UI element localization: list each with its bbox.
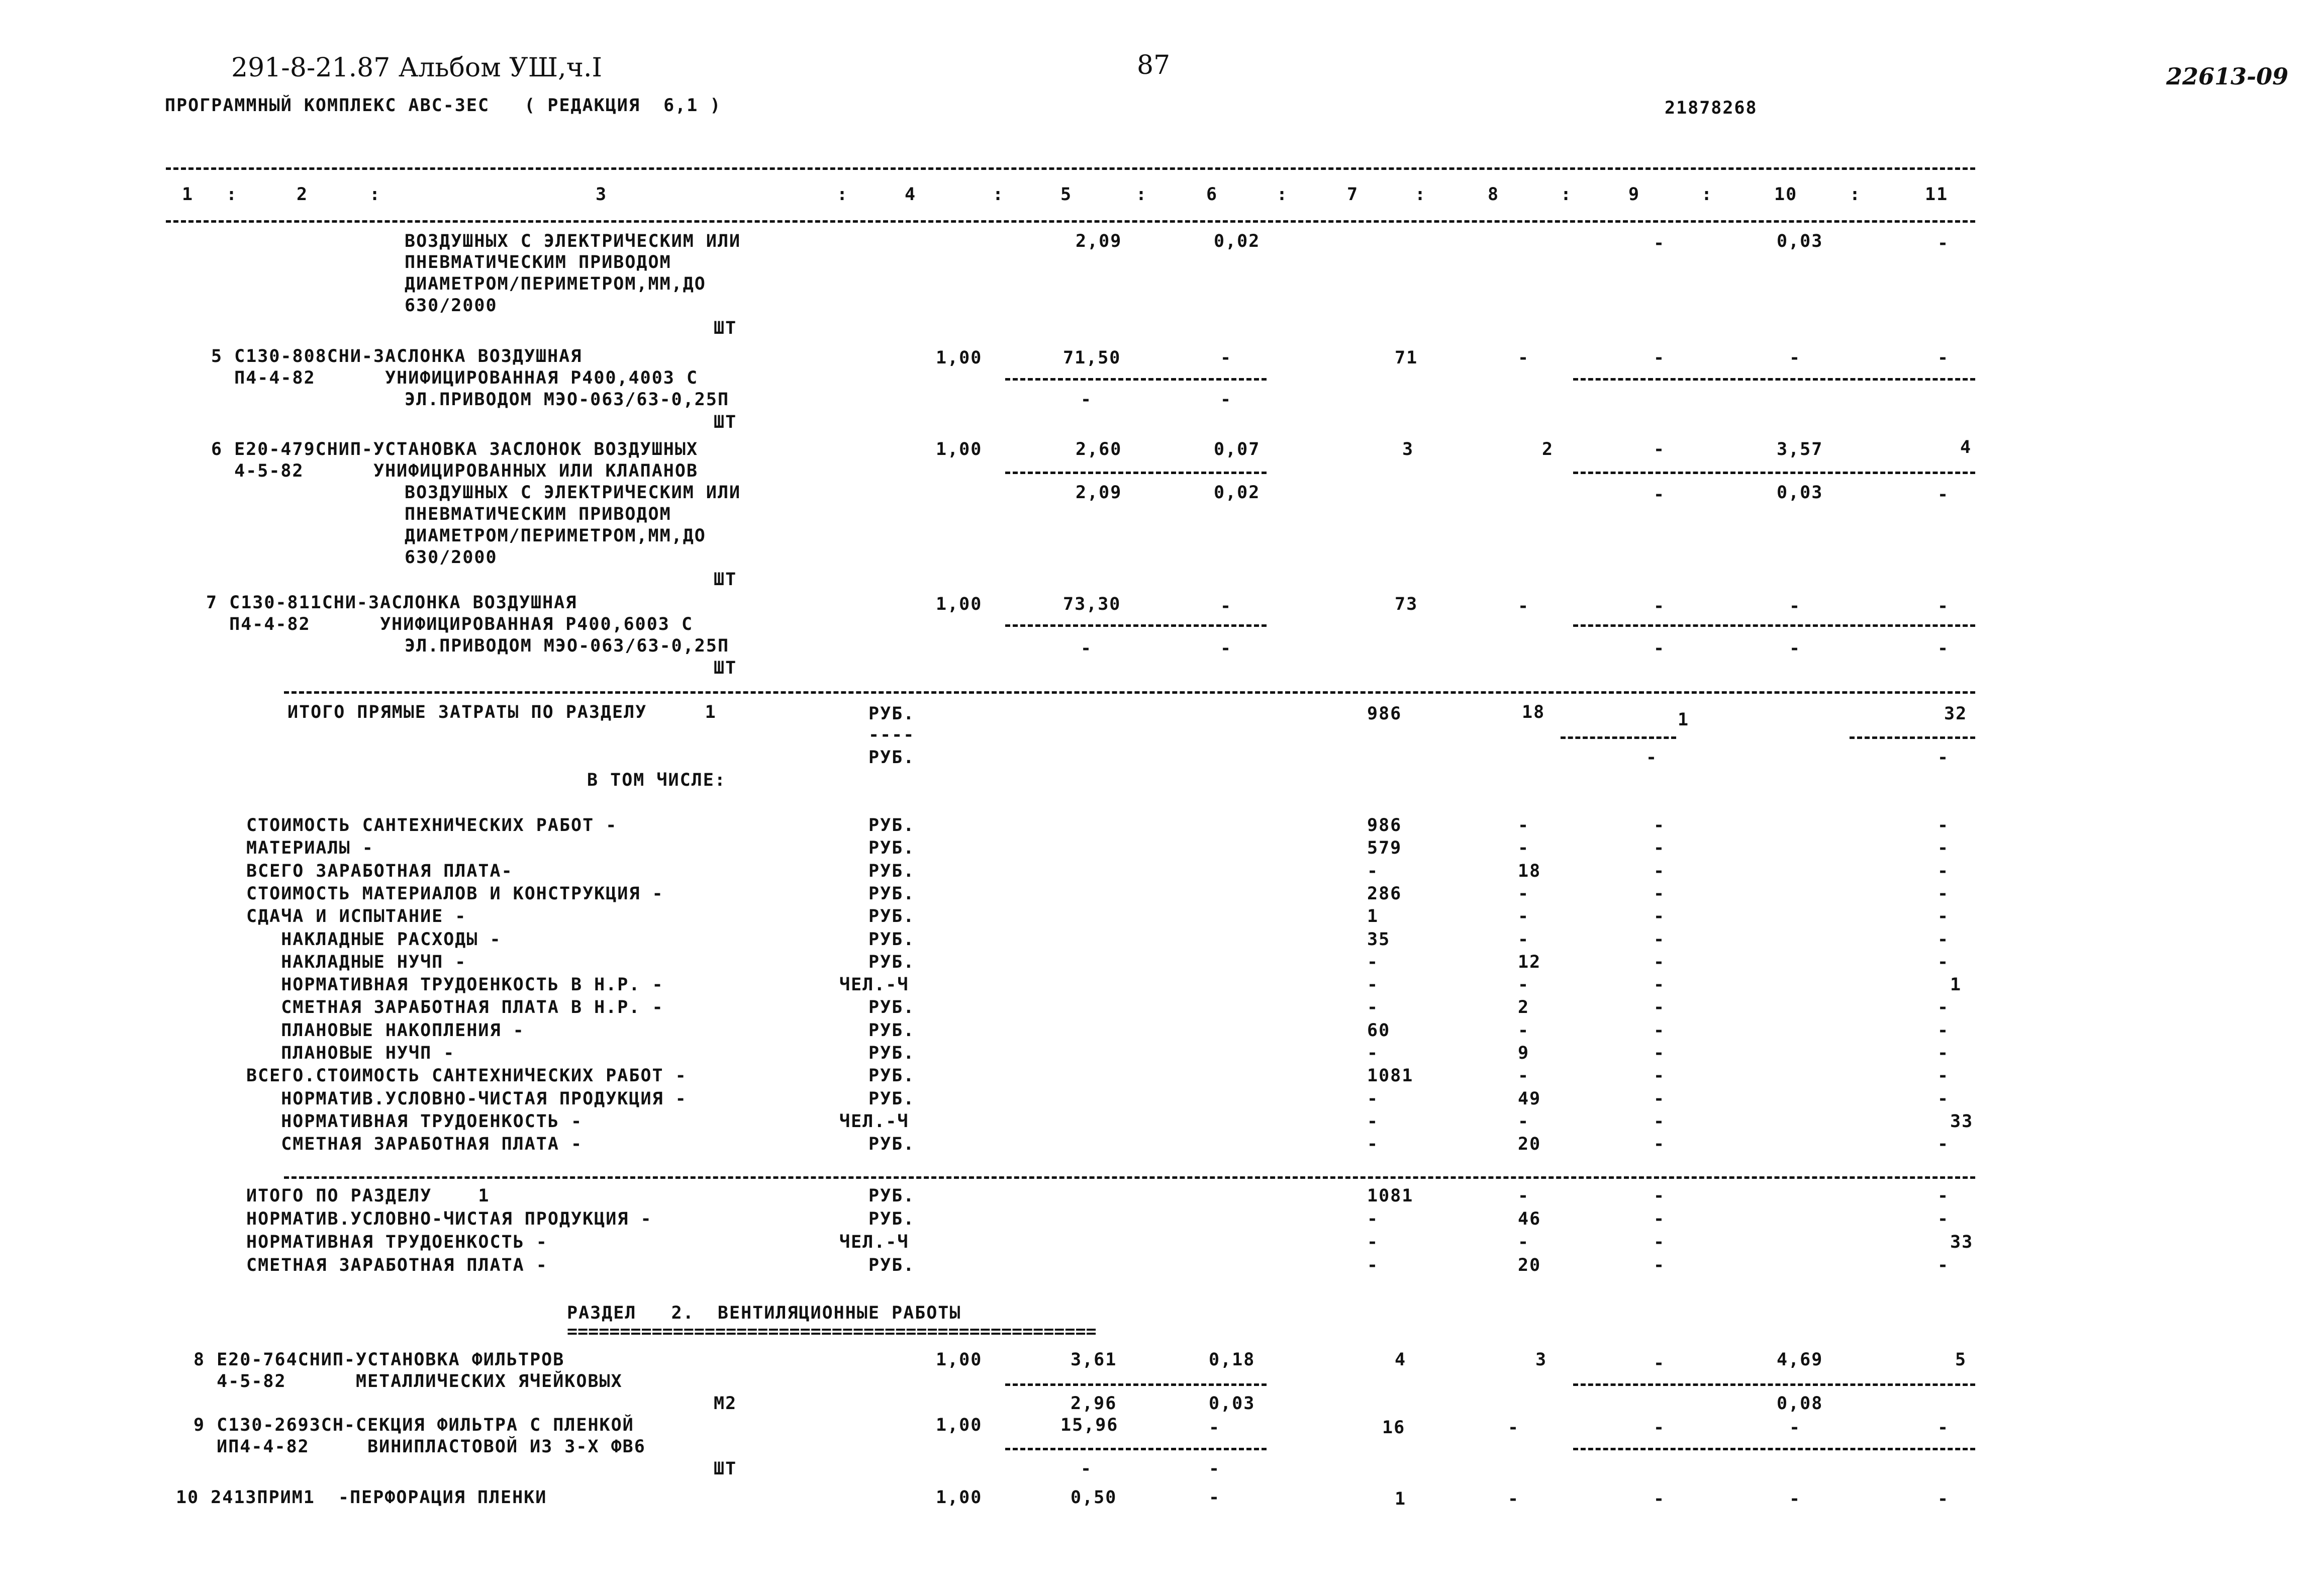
item-7-cell: -: [1654, 596, 1666, 616]
item-6-line: 4-5-82 УНИФИЦИРОВАННЫХ ИЛИ КЛАПАНОВ: [211, 461, 699, 481]
row-label: ВСЕГО ЗАРАБОТНАЯ ПЛАТА-: [246, 861, 513, 881]
row-label: СТОИМОСТЬ МАТЕРИАЛОВ И КОНСТРУКЦИЯ -: [246, 883, 664, 904]
row-unit: РУБ.: [868, 815, 915, 836]
row-label: НОРМАТИВ.УСЛОВНО-ЧИСТАЯ ПРОДУКЦИЯ -: [246, 1209, 652, 1229]
item-5-cell: 71: [1395, 348, 1418, 368]
column-separator: :: [369, 184, 381, 205]
item-5-cell: -: [1938, 348, 1950, 368]
item-8-cell: 0,03: [1209, 1394, 1255, 1414]
row-label: СМЕТНАЯ ЗАРАБОТНАЯ ПЛАТА -: [246, 1255, 548, 1275]
row-value: -: [1367, 997, 1379, 1018]
cont-cell: -: [1654, 233, 1666, 253]
row-value: 18: [1518, 861, 1541, 881]
item-8-sub-rule: [1573, 1383, 1975, 1386]
row-value: -: [1654, 861, 1666, 881]
row-value: 60: [1367, 1020, 1391, 1041]
row-value: -: [1654, 1134, 1666, 1155]
item-8-sub-rule: [1005, 1383, 1267, 1386]
item-9-line: 9 С130-2693СН-СЕКЦИЯ ФИЛЬТРА С ПЛЕНКОЙ: [193, 1415, 634, 1435]
row-value: -: [1518, 1020, 1530, 1041]
row-value: -: [1938, 1020, 1950, 1041]
item-6-cell: 2,60: [1076, 439, 1122, 459]
item-8-qty: 1,00: [936, 1350, 983, 1370]
item-6-unit: ШТ: [714, 570, 737, 590]
item-7-cell: -: [1789, 596, 1801, 616]
item-7-cell: -: [1938, 638, 1950, 659]
item-9-cell: -: [1081, 1459, 1093, 1479]
archive-stamp: 22613-09: [2166, 63, 2289, 90]
row-unit: РУБ.: [868, 838, 915, 859]
row-value: 33: [1950, 1111, 1974, 1132]
row-unit: ЧЕЛ.-Ч: [839, 975, 909, 995]
item-7-qty: 1,00: [936, 594, 983, 614]
row-value: -: [1654, 1043, 1666, 1063]
row-value: -: [1367, 1255, 1379, 1275]
item-5-line: ЭЛ.ПРИВОДОМ МЭО-063/63-0,25П: [405, 390, 730, 410]
totals-rule: [284, 691, 1975, 694]
item-6-cell: 2: [1542, 439, 1554, 459]
header-rule-bottom: [166, 220, 1975, 223]
item-8-cell: 3: [1535, 1350, 1547, 1370]
column-number: 2: [297, 184, 309, 205]
direct-total-sub-rule: [1850, 736, 1975, 739]
item-9-cell: -: [1209, 1459, 1221, 1479]
cont-line: ПНЕВМАТИЧЕСКИМ ПРИВОДОМ: [405, 252, 671, 272]
row-value: -: [1367, 1043, 1379, 1063]
row-label: ПЛАНОВЫЕ НАКОПЛЕНИЯ -: [246, 1020, 525, 1041]
row-unit: РУБ.: [868, 1043, 915, 1063]
item-5-cell: -: [1081, 390, 1093, 410]
column-number: 10: [1774, 184, 1798, 205]
row-value: 20: [1518, 1255, 1541, 1275]
row-value: -: [1654, 1020, 1666, 1041]
item-7-cell: 73: [1395, 594, 1418, 614]
row-value: 20: [1518, 1134, 1541, 1155]
row-unit: РУБ.: [868, 1255, 915, 1275]
item-8-cell: 0,18: [1209, 1350, 1255, 1370]
item-8-cell: -: [1654, 1353, 1666, 1373]
row-value: -: [1938, 1043, 1950, 1063]
cont-cell: 0,03: [1777, 231, 1823, 251]
direct-total-cell: 18: [1522, 702, 1545, 722]
row-label: СМЕТНАЯ ЗАРАБОТНАЯ ПЛАТА -: [246, 1134, 583, 1155]
item-6-cell: 3: [1402, 439, 1414, 459]
row-value: -: [1938, 1186, 1950, 1206]
item-7-cell: 73,30: [1063, 594, 1121, 614]
row-value: -: [1367, 1209, 1379, 1229]
item-8-cell: 5: [1955, 1350, 1967, 1370]
row-value: 1081: [1367, 1186, 1414, 1206]
row-value: -: [1367, 1088, 1379, 1109]
row-value: -: [1654, 997, 1666, 1018]
item-10-cell: 0,50: [1071, 1488, 1117, 1508]
row-value: -: [1938, 1134, 1950, 1155]
item-6-cell: -: [1654, 439, 1666, 459]
column-number: 5: [1060, 184, 1073, 205]
row-label: НОРМАТИВ.УСЛОВНО-ЧИСТАЯ ПРОДУКЦИЯ -: [246, 1088, 687, 1109]
item-5-cell: -: [1789, 348, 1801, 368]
cont-cell: -: [1938, 233, 1950, 253]
direct-total-label: ИТОГО ПРЯМЫЕ ЗАТРАТЫ ПО РАЗДЕЛУ 1: [287, 702, 717, 722]
direct-total-cell: 32: [1944, 704, 1968, 724]
item-9-cell: -: [1654, 1418, 1666, 1438]
column-number: 9: [1628, 184, 1640, 205]
item-6-sub-rule: [1573, 472, 1975, 474]
row-unit: ЧЕЛ.-Ч: [839, 1232, 909, 1252]
item-8-unit: М2: [714, 1394, 737, 1414]
item-6-line: 6 Е20-479СНИП-УСТАНОВКА ЗАСЛОНОК ВОЗДУШНЫХ: [211, 439, 699, 459]
section-2-title: РАЗДЕЛ 2. ВЕНТИЛЯЦИОННЫЕ РАБОТЫ: [567, 1303, 961, 1323]
row-value: 2: [1518, 997, 1530, 1018]
row-value: 1: [1950, 975, 1962, 995]
row-value: -: [1654, 1066, 1666, 1086]
page-number: 87: [1137, 50, 1171, 80]
row-value: -: [1938, 1255, 1950, 1275]
item-9-cell: 15,96: [1060, 1415, 1119, 1435]
row-value: 1081: [1367, 1066, 1414, 1086]
row-value: -: [1654, 1255, 1666, 1275]
direct-total-cell: 986: [1367, 704, 1402, 724]
row-unit: РУБ.: [868, 1209, 915, 1229]
row-value: -: [1518, 929, 1530, 950]
item-7-cell: -: [1518, 596, 1530, 616]
row-label: НАКЛАДНЫЕ НУЧП -: [246, 952, 467, 972]
row-value: 49: [1518, 1088, 1541, 1109]
row-unit: РУБ.: [868, 997, 915, 1018]
item-8-cell: 0,08: [1777, 1394, 1823, 1414]
row-value: -: [1938, 1088, 1950, 1109]
item-7-cell: -: [1789, 638, 1801, 659]
item-6-cell: 0,03: [1777, 483, 1823, 503]
cont-line: ВОЗДУШНЫХ С ЭЛЕКТРИЧЕСКИМ ИЛИ: [405, 231, 741, 251]
row-value: -: [1654, 1111, 1666, 1132]
item-7-cell: -: [1938, 596, 1950, 616]
row-value: -: [1938, 997, 1950, 1018]
cont-cell: 2,09: [1076, 231, 1122, 251]
item-6-cell: 3,57: [1777, 439, 1823, 459]
item-7-line: 7 С130-811СНИ-ЗАСЛОНКА ВОЗДУШНАЯ: [206, 593, 577, 613]
direct-total-cell: 1: [1678, 710, 1690, 730]
row-value: 986: [1367, 815, 1402, 836]
item-6-cell: 0,07: [1214, 439, 1261, 459]
item-9-unit: ШТ: [714, 1459, 737, 1479]
direct-total-unit: РУБ.: [868, 748, 915, 768]
column-separator: :: [993, 184, 1005, 205]
item-10-cell: -: [1209, 1488, 1221, 1508]
item-10-cell: -: [1938, 1489, 1950, 1509]
row-value: -: [1938, 929, 1950, 950]
item-5-sub-rule: [1005, 378, 1267, 381]
album-title: 291-8-21.87 Альбом УШ,ч.I: [231, 53, 603, 83]
row-value: -: [1938, 838, 1950, 859]
row-label: СДАЧА И ИСПЫТАНИЕ -: [246, 906, 467, 927]
row-unit: РУБ.: [868, 883, 915, 904]
direct-total-cell: -: [1938, 748, 1950, 768]
row-value: -: [1367, 952, 1379, 972]
item-9-cell: -: [1508, 1418, 1520, 1438]
column-separator: :: [837, 184, 849, 205]
item-8-line: 8 Е20-764СНИП-УСТАНОВКА ФИЛЬТРОВ: [193, 1350, 565, 1370]
row-label: ВСЕГО.СТОИМОСТЬ САНТЕХНИЧЕСКИХ РАБОТ -: [246, 1066, 687, 1086]
row-value: -: [1518, 1111, 1530, 1132]
item-7-sub-rule: [1573, 624, 1975, 627]
row-unit: РУБ.: [868, 906, 915, 927]
item-10-cell: 1: [1395, 1489, 1407, 1509]
row-value: -: [1654, 1209, 1666, 1229]
column-number: 3: [596, 184, 608, 205]
item-7-cell: -: [1220, 638, 1232, 659]
item-9-cell: 16: [1382, 1418, 1406, 1438]
item-10-cell: -: [1789, 1489, 1801, 1509]
item-5-cell: -: [1220, 390, 1232, 410]
column-number: 8: [1488, 184, 1500, 205]
cont-unit: ШТ: [714, 318, 737, 338]
row-value: -: [1654, 929, 1666, 950]
row-value: -: [1938, 952, 1950, 972]
item-7-cell: -: [1220, 596, 1232, 616]
item-6-line: 630/2000: [405, 547, 498, 568]
row-value: -: [1938, 906, 1950, 927]
item-8-line: 4-5-82 МЕТАЛЛИЧЕСКИХ ЯЧЕЙКОВЫХ: [193, 1371, 623, 1391]
row-unit: РУБ.: [868, 1088, 915, 1109]
row-value: -: [1518, 1186, 1530, 1206]
column-separator: :: [1415, 184, 1427, 205]
row-unit: РУБ.: [868, 929, 915, 950]
row-value: -: [1518, 906, 1530, 927]
row-value: -: [1367, 1232, 1379, 1252]
row-value: -: [1654, 815, 1666, 836]
row-value: -: [1654, 838, 1666, 859]
row-label: НАКЛАДНЫЕ РАСХОДЫ -: [246, 929, 502, 950]
direct-total-sub-rule: [1561, 736, 1676, 739]
row-label: НОРМАТИВНАЯ ТРУДОЕНКОСТЬ -: [246, 1232, 548, 1252]
item-10-line: 10 2413ПРИМ1 -ПЕРФОРАЦИЯ ПЛЕНКИ: [176, 1488, 547, 1508]
row-unit: РУБ.: [868, 1020, 915, 1041]
item-6-cell: 0,02: [1214, 483, 1261, 503]
column-separator: :: [1701, 184, 1713, 205]
item-6-cell: -: [1654, 485, 1666, 505]
item-10-cell: -: [1508, 1489, 1520, 1509]
column-separator: :: [1850, 184, 1862, 205]
item-5-sub-rule: [1573, 378, 1975, 381]
row-value: 46: [1518, 1209, 1541, 1229]
item-6-line: ВОЗДУШНЫХ С ЭЛЕКТРИЧЕСКИМ ИЛИ: [405, 483, 741, 503]
row-value: -: [1654, 1088, 1666, 1109]
item-7-cell: -: [1654, 638, 1666, 659]
row-value: -: [1654, 1232, 1666, 1252]
cont-cell: 0,02: [1214, 231, 1261, 251]
item-5-unit: ШТ: [714, 412, 737, 432]
direct-total-cell: -: [1646, 748, 1658, 768]
row-value: -: [1938, 815, 1950, 836]
including-heading: В ТОМ ЧИСЛЕ:: [587, 770, 726, 790]
item-7-sub-rule: [1005, 624, 1267, 627]
row-unit: ЧЕЛ.-Ч: [839, 1111, 909, 1132]
section-total-rule: [284, 1176, 1975, 1179]
item-7-unit: ШТ: [714, 658, 737, 678]
row-value: -: [1367, 1111, 1379, 1132]
column-number: 7: [1347, 184, 1359, 205]
row-value: 33: [1950, 1232, 1974, 1252]
row-value: -: [1518, 883, 1530, 904]
item-10-qty: 1,00: [936, 1488, 983, 1508]
item-6-cell: -: [1938, 485, 1950, 505]
row-value: 35: [1367, 929, 1391, 950]
column-separator: :: [1561, 184, 1573, 205]
item-6-sub-rule: [1005, 472, 1267, 474]
item-7-line: П4-4-82 УНИФИЦИРОВАННАЯ Р400,6003 С: [206, 614, 694, 634]
item-8-cell: 3,61: [1071, 1350, 1117, 1370]
row-value: -: [1654, 952, 1666, 972]
column-separator: :: [226, 184, 238, 205]
row-label: НОРМАТИВНАЯ ТРУДОЕНКОСТЬ В Н.Р. -: [246, 975, 664, 995]
cont-line: ДИАМЕТРОМ/ПЕРИМЕТРОМ,ММ,ДО: [405, 274, 706, 294]
row-value: -: [1654, 906, 1666, 927]
item-6-cell: 4: [1960, 437, 1972, 457]
row-value: -: [1518, 838, 1530, 859]
item-5-cell: -: [1220, 348, 1232, 368]
row-label: ИТОГО ПО РАЗДЕЛУ 1: [246, 1186, 490, 1206]
item-6-line: ПНЕВМАТИЧЕСКИМ ПРИВОДОМ: [405, 504, 671, 524]
row-value: -: [1518, 975, 1530, 995]
row-label: МАТЕРИАЛЫ -: [246, 838, 374, 859]
item-6-line: ДИАМЕТРОМ/ПЕРИМЕТРОМ,ММ,ДО: [405, 526, 706, 546]
program-header: ПРОГРАММНЫЙ КОМПЛЕКС АВС-3ЕС ( РЕДАКЦИЯ 6,1 ): [165, 96, 722, 116]
row-value: -: [1518, 815, 1530, 836]
column-number: 11: [1925, 184, 1949, 205]
item-8-cell: 4,69: [1777, 1350, 1823, 1370]
row-label: СМЕТНАЯ ЗАРАБОТНАЯ ПЛАТА В Н.Р. -: [246, 997, 664, 1018]
row-value: 9: [1518, 1043, 1530, 1063]
document-code: 21878268: [1665, 98, 1758, 118]
item-10-cell: -: [1654, 1489, 1666, 1509]
column-number: 1: [182, 184, 194, 205]
row-value: -: [1367, 1134, 1379, 1155]
row-value: -: [1518, 1066, 1530, 1086]
item-6-cell: 2,09: [1076, 483, 1122, 503]
row-unit: РУБ.: [868, 952, 915, 972]
item-9-qty: 1,00: [936, 1415, 983, 1435]
row-value: 12: [1518, 952, 1541, 972]
item-7-line: ЭЛ.ПРИВОДОМ МЭО-063/63-0,25П: [405, 636, 730, 656]
item-5-line: П4-4-82 УНИФИЦИРОВАННАЯ Р400,4003 С: [211, 368, 699, 388]
item-9-cell: -: [1938, 1418, 1950, 1438]
item-5-line: 5 С130-808СНИ-ЗАСЛОНКА ВОЗДУШНАЯ: [211, 346, 583, 366]
column-number: 6: [1206, 184, 1218, 205]
direct-total-unit: РУБ.: [868, 704, 915, 724]
direct-total-dashes: ----: [868, 725, 915, 745]
item-9-cell: -: [1789, 1418, 1801, 1438]
row-value: -: [1654, 1186, 1666, 1206]
item-8-cell: 4: [1395, 1350, 1407, 1370]
item-8-cell: 2,96: [1071, 1394, 1117, 1414]
item-9-cell: -: [1209, 1418, 1221, 1438]
row-value: -: [1367, 975, 1379, 995]
row-label: НОРМАТИВНАЯ ТРУДОЕНКОСТЬ -: [246, 1111, 583, 1132]
column-separator: :: [1277, 184, 1289, 205]
row-value: 579: [1367, 838, 1402, 859]
row-unit: РУБ.: [868, 1186, 915, 1206]
row-value: -: [1367, 861, 1379, 881]
row-value: -: [1938, 1209, 1950, 1229]
row-unit: РУБ.: [868, 1134, 915, 1155]
row-value: -: [1654, 975, 1666, 995]
row-value: 1: [1367, 906, 1379, 927]
section-2-underline: ==================================================: [567, 1322, 1097, 1342]
row-value: -: [1654, 883, 1666, 904]
row-value: 286: [1367, 883, 1402, 904]
header-rule-top: [166, 167, 1975, 170]
item-6-qty: 1,00: [936, 439, 983, 459]
row-value: -: [1938, 883, 1950, 904]
item-5-qty: 1,00: [936, 348, 983, 368]
item-5-cell: 71,50: [1063, 348, 1121, 368]
item-5-cell: -: [1654, 348, 1666, 368]
row-value: -: [1938, 861, 1950, 881]
item-9-sub-rule: [1573, 1448, 1975, 1450]
item-7-cell: -: [1081, 638, 1093, 659]
row-label: СТОИМОСТЬ САНТЕХНИЧЕСКИХ РАБОТ -: [246, 815, 618, 836]
item-9-line: ИП4-4-82 ВИНИПЛАСТОВОЙ ИЗ 3-Х ФВ6: [193, 1437, 646, 1457]
row-unit: РУБ.: [868, 861, 915, 881]
row-value: -: [1938, 1066, 1950, 1086]
item-5-cell: -: [1518, 348, 1530, 368]
column-separator: :: [1136, 184, 1148, 205]
row-label: ПЛАНОВЫЕ НУЧП -: [246, 1043, 455, 1063]
column-number: 4: [905, 184, 917, 205]
row-unit: РУБ.: [868, 1066, 915, 1086]
cont-line: 630/2000: [405, 296, 498, 316]
item-9-sub-rule: [1005, 1448, 1267, 1450]
row-value: -: [1518, 1232, 1530, 1252]
